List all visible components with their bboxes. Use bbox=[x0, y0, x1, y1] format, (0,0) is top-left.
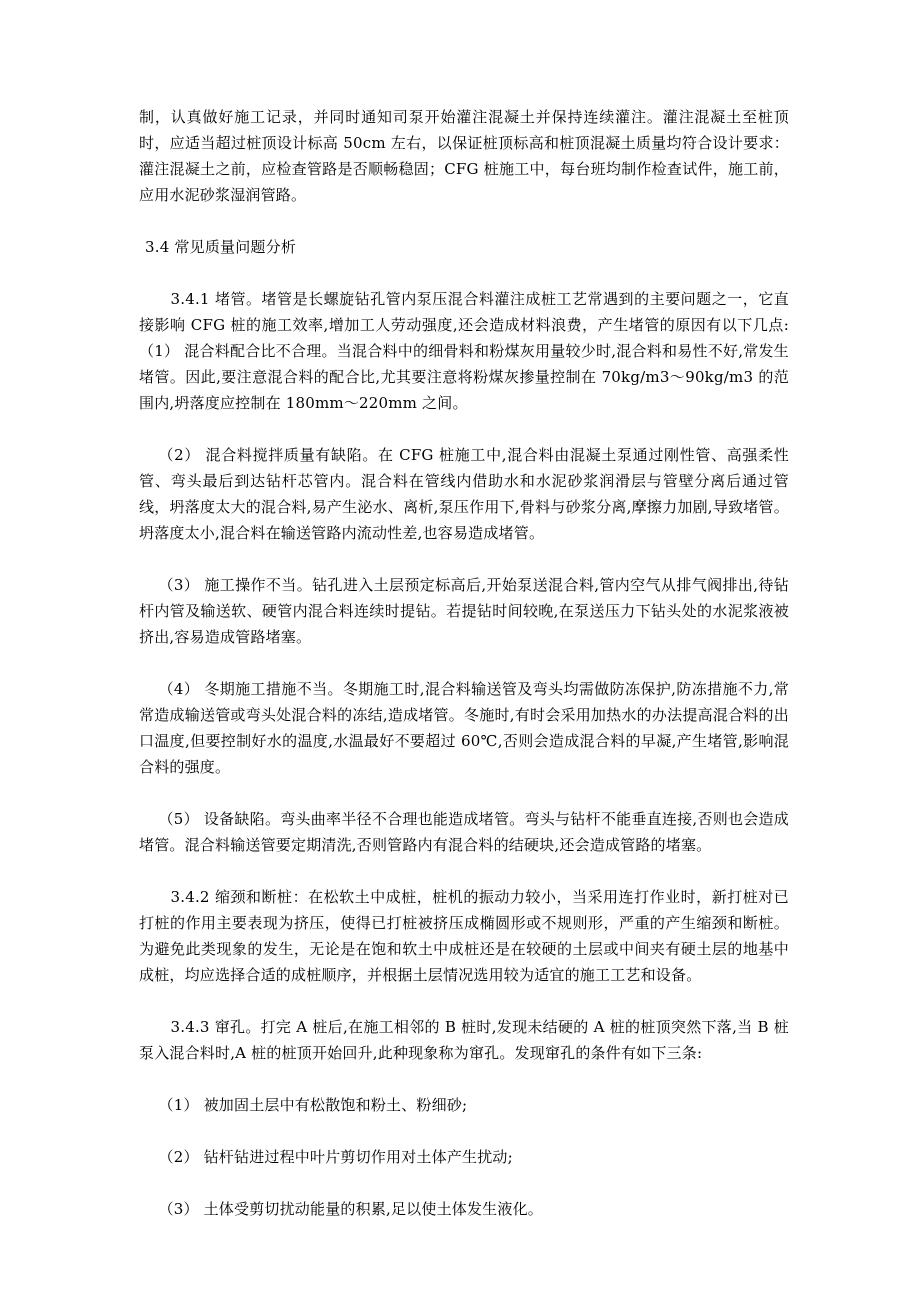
list-item-condition-2: （2） 钻杆钻进过程中叶片剪切作用对土体产生扰动; bbox=[158, 1148, 513, 1166]
paragraph-cause-5: （5） 设备缺陷。弯头曲率半径不合理也能造成堵管。弯头与钻杆不能垂直连接,否则也会造成堵管。混合料输送管要定期清洗,否则管路内有混合料的结硬块,还会造成管路的堵塞。 bbox=[139, 810, 789, 854]
paragraph-cause-2: （2） 混合料搅拌质量有缺陷。在 CFG 桩施工中,混合料由混凝土泵通过刚性管、高强柔性管、弯头最后到达钻杆芯管内。混合料在管线内借助水和水泥砂浆润滑层与管壁分离后通过管线，坍落度太大的混合料,易产生泌水、离析,泵压作用下,骨料与砂浆分离,摩擦力加剧,导致堵管。坍落度太小,混合料在输送管路内流动性差,也容易造成堵管。 bbox=[139, 446, 789, 542]
list-item-condition-3: （3） 土体受剪切扰动能量的积累,足以使土体发生液化。 bbox=[158, 1200, 543, 1218]
document-page bbox=[139, 104, 789, 1222]
paragraph-cause-3: （3） 施工操作不当。钻孔进入土层预定标高后,开始泵送混合料,管内空气从排气阀排出,待钻杆内管及输送软、硬管内混合料连续时提钻。若提钻时间较晚,在泵送压力下钻头处的水泥浆液被挤出,容易造成管路堵塞。 bbox=[139, 576, 789, 646]
paragraph-3-4-2-necking: 3.4.2 缩颈和断桩：在松软土中成桩，桩机的振动力较小，当采用连打作业时，新打桩对已打桩的作用主要表现为挤压，使得已打桩被挤压成椭圆形或不规则形，严重的产生缩颈和断桩。为避免此类现象的发生，无论是在饱和软土中成桩还是在较硬的土层或中间夹有硬土层的地基中成桩，均应选择合适的成桩顺序，并根据土层情况选用较为适宜的施工工艺和设备。 bbox=[139, 888, 789, 984]
paragraph-cause-4: （4） 冬期施工措施不当。冬期施工时,混合料输送管及弯头均需做防冻保护,防冻措施不力,常常造成输送管或弯头处混合料的冻结,造成堵管。冬施时,有时会采用加热水的办法提高混合料的出口温度,但要控制好水的温度,水温最好不要超过 60℃,否则会造成混合料的早凝,产生堵管,影响混合料的强度。 bbox=[139, 680, 789, 776]
list-item-condition-1: （1） 被加固土层中有松散饱和粉土、粉细砂; bbox=[158, 1096, 468, 1114]
paragraph-construction-notes: 制，认真做好施工记录，并同时通知司泵开始灌注混凝土并保持连续灌注。灌注混凝土至桩顶时，应适当超过桩顶设计标高 50cm 左右，以保证桩顶标高和桩顶混凝土质量均符合设计要求：灌注混凝土之前，应检查管路是否顺畅稳固；CFG 桩施工中，每台班均制作检查试件，施工前，应用水泥砂浆湿润管路。 bbox=[139, 108, 789, 204]
section-heading-3-4: 3.4 常见质量问题分析 bbox=[145, 238, 297, 256]
paragraph-3-4-1-pipe-blockage: 3.4.1 堵管。堵管是长螺旋钻孔管内泵压混合料灌注成桩工艺常遇到的主要问题之一，它直接影响 CFG 桩的施工效率,增加工人劳动强度,还会造成材料浪费，产生堵管的原因有以下几点: （1） 混合料配合比不合理。当混合料中的细骨料和粉煤灰用量较少时,混合料和易性不好,常发生堵管。因此,要注意混合料的配合比,尤其要注意将粉煤灰掺量控制在 70kg/m3～90kg/m3 的范围内,坍落度应控制在 180mm～220mm 之间。 bbox=[139, 290, 789, 412]
paragraph-3-4-3-hole-channeling: 3.4.3 窜孔。打完 A 桩后,在施工相邻的 B 桩时,发现未结硬的 A 桩的桩顶突然下落,当 B 桩泵入混合料时,A 桩的桩顶开始回升,此种现象称为窜孔。发现窜孔的条件有如下三条: bbox=[139, 1018, 789, 1062]
